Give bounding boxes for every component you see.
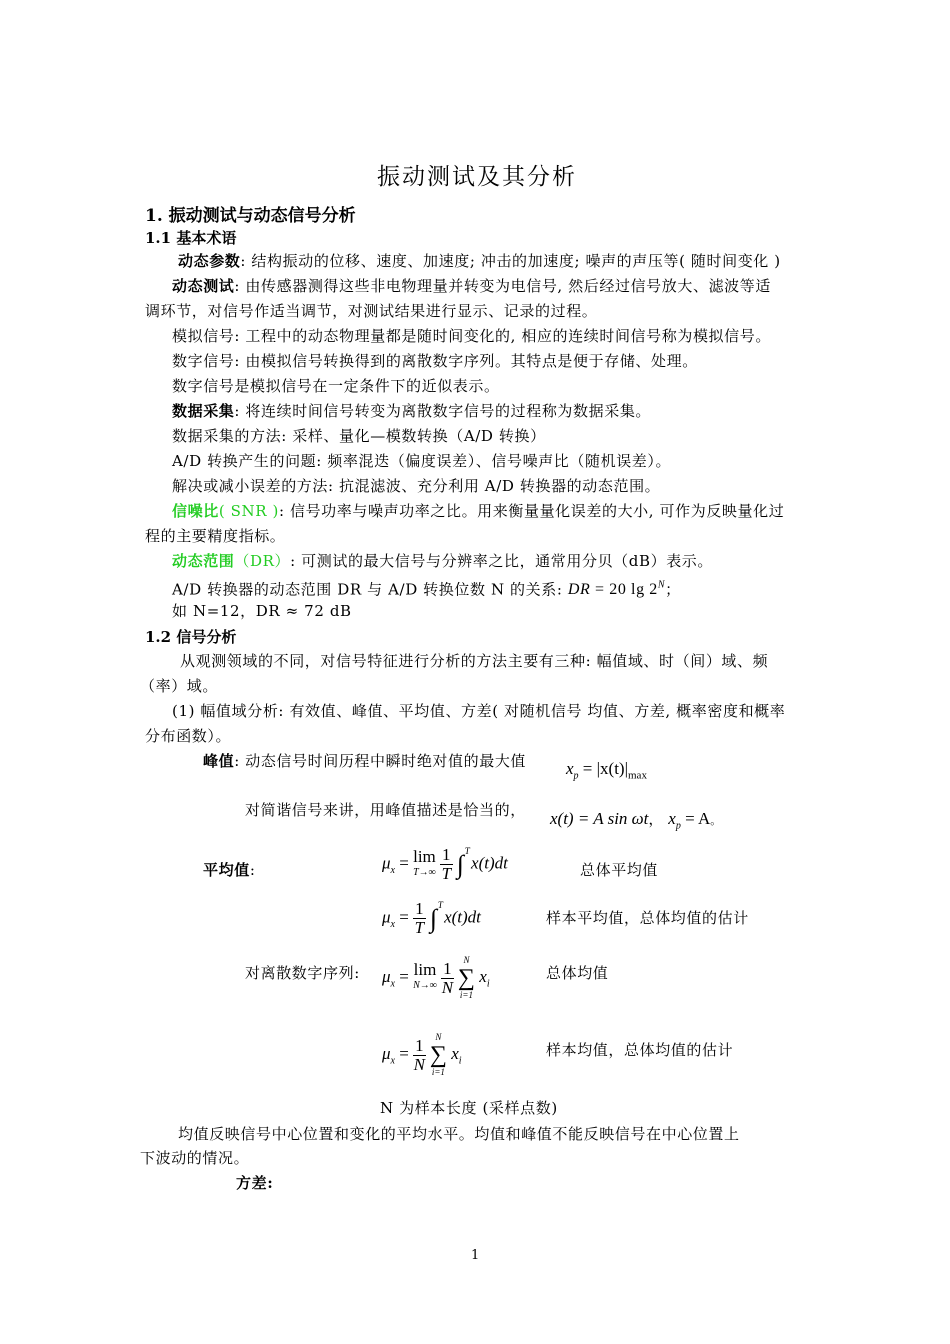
paragraph-mean-meaning-cont: 下波动的情况。 [140,1149,250,1167]
paragraph-dr-relation [172,576,681,600]
f2-sub: p [675,820,681,832]
term-snr: 信噪比 [172,502,219,520]
sum-sign: N ∑ i=1 [429,1032,447,1077]
f-eq: = |x(t)| [582,759,628,778]
paragraph-acq-method: 数据采集的方法: 采样、量化—模数转换（A/D 转换） [172,427,546,445]
formula-peak [566,759,647,781]
formula-exp: N [657,580,666,591]
lim [413,846,436,881]
mu-sub: x [390,918,395,930]
mu: μ [382,966,391,986]
denominator: T [441,864,452,883]
fraction [413,900,426,937]
paragraph-ad-problems: A/D 转换产生的问题: 频率混迭（偏度误差）、信号噪声比（随机误差）。 [172,452,672,470]
page-number: 1 [471,1248,480,1263]
section-heading-1-1: 1.1 基本术语 [145,229,237,247]
f1: x(t) = A sin ωt [550,809,649,828]
term-mean: 平均值 [203,861,250,879]
text: A/D 转换器的动态范围 DR 与 A/D 转换位数 N 的关系: [172,580,568,599]
text: : 结构振动的位移、速度、加速度; 冲击的加速度; 噪声的声压等( 随时间变化 ) [240,252,781,270]
xi-sub: i [458,1055,462,1067]
lim-sub: T→∞ [413,866,436,878]
formula-harmonic [550,809,721,831]
integral-sign: ∫ T [429,899,443,933]
sample-length-note: N 为样本长度 (采样点数) [380,1099,558,1117]
denominator: N [413,1054,426,1074]
desc-population-mean: 总体平均值 [580,861,659,879]
desc-sample-mean-discrete: 样本均值，总体均值的估计 [546,1041,734,1059]
formula-mean-population-discrete: $\mu_x = \lim$ N→∞ $\frac{1}{N}$ N ∑ i=1 $x_i$ [382,955,490,1000]
formula-mean-population-continuous: $\mu_x = \lim$ T→∞ $\frac{1}{T}$ ∫ T x(t)dt [382,845,508,883]
mean-label [203,860,255,880]
paragraph-dynamic-test-cont: 调环节，对信号作适当调节，对测试结果进行显示、记录的过程。 [145,302,598,320]
abbr-dr: （DR） [234,552,291,570]
xi: x [479,966,487,986]
sum-top: N [463,955,470,965]
text: : 将连续时间信号转变为离散数字信号的过程称为数据采集。 [234,402,652,420]
numerator: 1 [443,958,452,978]
lim-sub: N→∞ [413,980,437,991]
integrand: x(t)dt [471,853,508,873]
paragraph-amplitude-cont: 分布函数）。 [145,727,232,745]
mu-sub: x [390,864,395,876]
paragraph-snr-cont: 程的主要精度指标。 [145,527,286,545]
mu: μ [382,907,391,927]
xi-sub: i [486,978,490,990]
mu-sub: x [390,1055,395,1067]
text: : 由传感器测得这些非电物理量并转变为电信号, 然后经过信号放大、滤波等适 [234,277,771,295]
harmonic-peak-text: 对简谐信号来讲，用峰值描述是恰当的， [245,801,526,819]
paragraph-dynamic-test [172,276,771,296]
paragraph-digital-signal: 数字信号: 由模拟信号转换得到的离散数字序列。其特点是便于存储、处理。 [172,352,698,370]
formula-mean-sample-continuous: $\mu_x$ = $\frac{1}{T}$ ∫ T x(t)dt [382,899,481,937]
text: : 动态信号时间历程中瞬时绝对值的最大值 [234,752,527,770]
lim-word: lim [413,960,437,979]
term-dynamic-params: 动态参数 [178,252,241,270]
numerator: 1 [415,1035,424,1055]
paragraph-dr [172,551,713,571]
paragraph-amplitude: (1) 幅值域分析: 有效值、峰值、平均值、方差( 对随机信号 均值、方差, 概率密度和概率 [172,702,786,720]
xi: x [451,1043,459,1063]
paragraph-data-acquisition [172,401,651,421]
mu: μ [382,853,391,873]
term-data-acquisition: 数据采集 [172,402,235,420]
term-dr: 动态范围 [172,552,235,570]
text: : 可测试的最大信号与分辨率之比，通常用分贝（dB）表示。 [290,552,713,570]
f-max: max [628,769,647,782]
numerator: 1 [442,845,451,864]
lim [413,962,437,994]
variance-label: 方差: [236,1174,274,1192]
discrete-label: 对离散数字序列: [245,964,360,982]
f2-rhs: = A [685,809,711,828]
paragraph-mean-meaning: 均值反映信号中心位置和变化的平均水平。均值和峰值不能反映信号在中心位置上 [178,1125,740,1143]
formula-lhs: DR [567,581,591,599]
paragraph-example: 如 N=12，DR ≈ 72 dB [172,602,352,620]
fraction [413,1037,426,1074]
mu-sub: x [390,978,395,990]
integral-sign: ∫ T [456,845,470,879]
text: : 信号功率与噪声功率之比。用来衡量量化误差的大小, 可作为反映量化过 [278,502,785,520]
denominator: T [414,918,425,937]
desc-sample-mean: 样本平均值，总体均值的估计 [546,909,749,927]
sum-bottom: i=1 [431,1067,445,1077]
paragraph-dynamic-params [178,251,781,271]
int-upper: T [437,899,443,910]
denominator: N [441,977,454,997]
paragraph-analysis-methods: 从观测领域的不同，对信号特征进行分析的方法主要有三种: 幅值域、时（间）域、频 [180,652,769,670]
integrand: x(t)dt [444,907,481,927]
section-heading-1-2: 1.2 信号分析 [145,628,237,646]
sum-top: N [435,1032,442,1042]
sum-bottom: i=1 [459,990,473,1000]
paragraph-snr [172,501,784,521]
formula-rhs: = 20 lg 2 [595,581,658,599]
paragraph-error-reduce: 解决或减小误差的方法: 抗混滤波、充分利用 A/D 转换器的动态范围。 [172,477,661,495]
dot: 。 [710,815,722,827]
abbr-snr: ( SNR ) [218,502,279,520]
paragraph-analysis-methods-cont: （率）域。 [140,677,219,695]
fraction [440,846,453,883]
desc-population-mean-discrete: 总体均值 [546,964,609,982]
paragraph-approx: 数字信号是模拟信号在一定条件下的近似表示。 [172,377,500,395]
f-lhs: x [566,759,574,778]
peak-definition [203,751,526,771]
formula-dr [568,581,665,598]
int-upper: T [464,845,470,856]
f-sub: p [573,770,579,782]
numerator: 1 [415,899,424,918]
f2-lhs: x [668,809,676,828]
page-title: 振动测试及其分析 [377,164,577,190]
mu: μ [382,1043,391,1063]
lim-word: lim [413,846,436,866]
term-peak: 峰值 [203,752,235,770]
tail: ； [665,580,681,599]
comma: ， [648,812,665,828]
section-heading-1: 1. 振动测试与动态信号分析 [145,206,356,226]
fraction [441,960,454,997]
colon: : [249,861,256,879]
paragraph-analog-signal: 模拟信号: 工程中的动态物理量都是随时间变化的, 相应的连续时间信号称为模拟信号。 [172,327,771,345]
sum-sign: N ∑ i=1 [457,955,476,1000]
term-dynamic-test: 动态测试 [172,277,235,295]
formula-mean-sample-discrete: $\mu_x$ = $\frac{1}{N}$ N ∑ i=1 $x_i$ [382,1032,462,1077]
